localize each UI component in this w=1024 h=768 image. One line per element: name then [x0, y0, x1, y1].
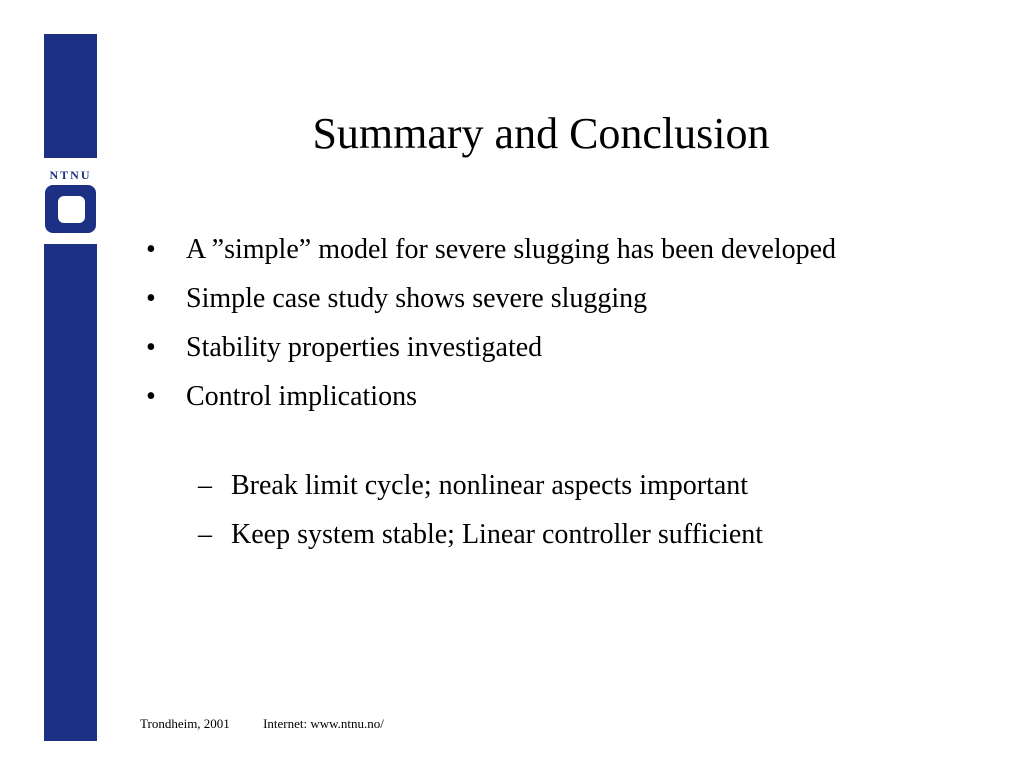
bullet-item — [140, 230, 960, 270]
ntnu-logo-icon — [45, 185, 96, 233]
footer — [140, 716, 384, 732]
sub-bullet-item — [140, 515, 960, 555]
bullet-item — [140, 377, 960, 417]
ntnu-logo — [44, 164, 97, 238]
sub-bullet-text: Keep system stable; Linear controller sufficient — [231, 519, 764, 550]
bullet-item — [140, 279, 960, 319]
sub-bullet-text: Break limit cycle; nonlinear aspects important — [231, 470, 749, 501]
bullet-text: A ”simple” model for severe slugging has been developed — [186, 234, 837, 265]
sub-bullet-marker: – — [198, 519, 212, 550]
logo-text: NTNU — [49, 168, 92, 182]
sidebar-bar-bottom — [44, 244, 97, 741]
footer-internet: Internet: www.ntnu.no/ — [263, 716, 384, 731]
bullet-item — [140, 328, 960, 368]
bullet-list — [140, 230, 960, 426]
sub-bullet-marker: – — [198, 470, 212, 501]
sub-bullet-list — [140, 466, 960, 564]
bullet-marker: • — [146, 283, 156, 314]
bullet-marker: • — [146, 234, 156, 265]
logo-inner-square — [58, 196, 85, 223]
bullet-text: Simple case study shows severe slugging — [186, 283, 648, 314]
bullet-marker: • — [146, 332, 156, 363]
bullet-marker: • — [146, 381, 156, 412]
sub-bullet-item — [140, 466, 960, 506]
slide-title: Summary and Conclusion — [312, 109, 770, 158]
bullet-text: Stability properties investigated — [186, 332, 543, 363]
footer-place-date: Trondheim, 2001 — [140, 716, 230, 731]
bullet-text: Control implications — [186, 381, 417, 412]
sidebar-bar-top — [44, 34, 97, 158]
